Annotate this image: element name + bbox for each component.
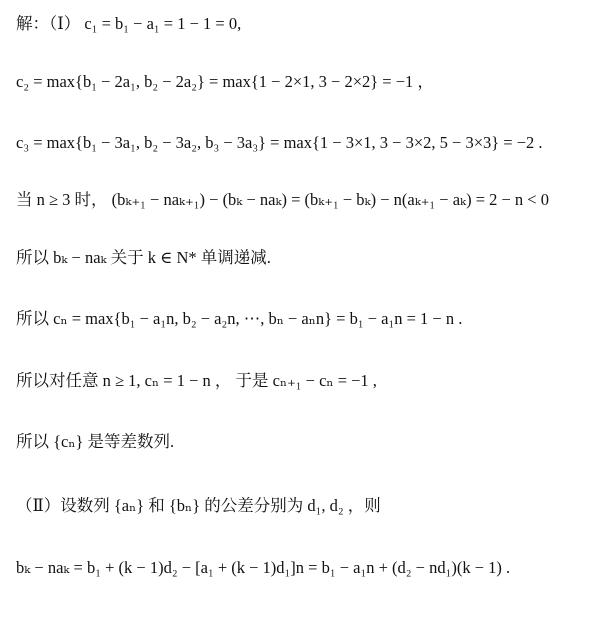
line-cn-formula: 所以 cₙ = max{b₁ − a₁n, b₂ − a₂n, ⋯, bₙ − aₙn} = b₁ − a₁n = 1 − n .	[16, 309, 463, 328]
line-bk-nak: bₖ − naₖ = b₁ + (k − 1)d₂ − [a₁ + (k − 1)d₁]n = b₁ − a₁n + (d₂ − nd₁)(k − 1) .	[16, 558, 511, 577]
line-arithmetic: 所以 {cₙ} 是等差数列.	[16, 432, 175, 451]
line-n-ge-3: 当 n ≥ 3 时， (bₖ₊₁ − naₖ₊₁) − (bₖ − naₖ) = (bₖ₊₁ − bₖ) − n(aₖ₊₁ − aₖ) = 2 − n < 0	[16, 190, 549, 209]
line-part-one-c1: 解：（Ⅰ） c₁ = b₁ − a₁ = 1 − 1 = 0,	[16, 14, 242, 33]
line-c3: c₃ = max{b₁ − 3a₁, b₂ − 3a₂, b₃ − 3a₃} = max{1 − 3×1, 3 − 3×2, 5 − 3×3} = −2 .	[16, 133, 543, 152]
line-part-two: （Ⅱ）设数列 {aₙ} 和 {bₙ} 的公差分别为 d₁, d₂ ，则	[16, 496, 381, 515]
line-c2: c₂ = max{b₁ − 2a₁, b₂ − 2a₂} = max{1 − 2×1, 3 − 2×2} = −1 ，	[16, 72, 434, 91]
line-decreasing: 所以 bₖ − naₖ 关于 k ∈ N* 单调递减.	[16, 248, 271, 267]
line-any-n: 所以对任意 n ≥ 1, cₙ = 1 − n ， 于是 cₙ₊₁ − cₙ = −1 ,	[16, 371, 377, 390]
